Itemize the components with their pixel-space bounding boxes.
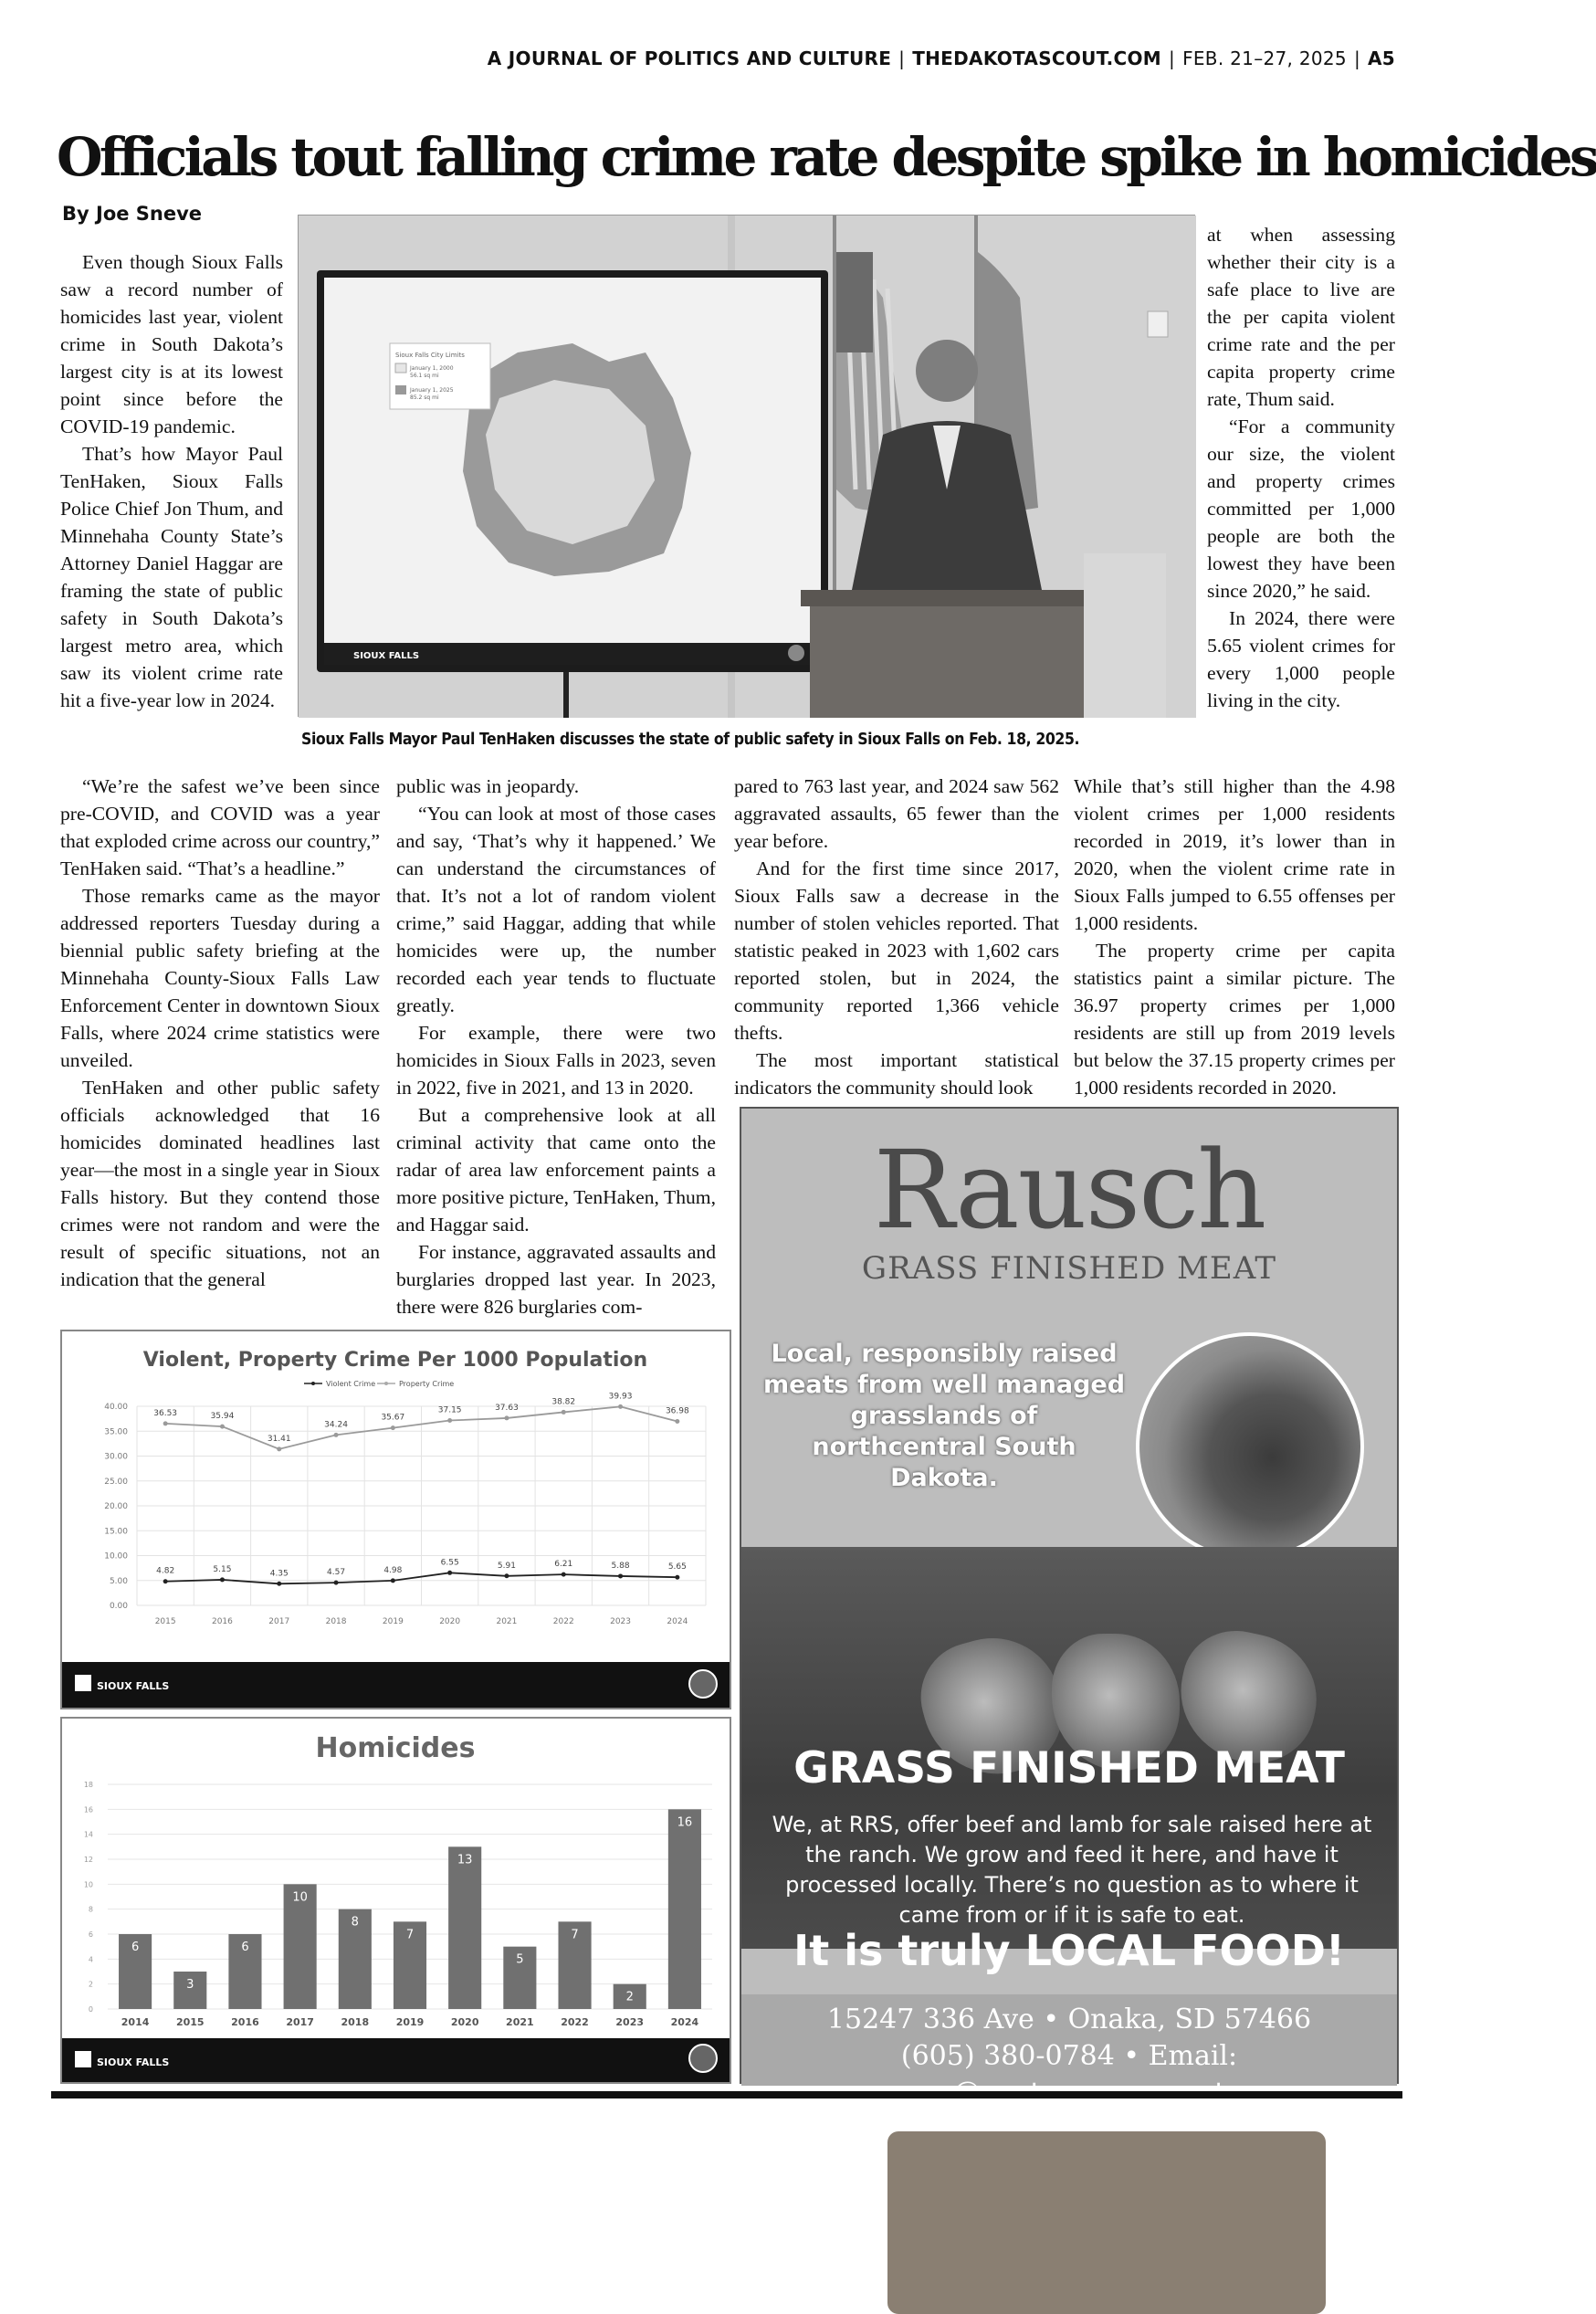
paragraph: For example, there were two homicides in Sioux Falls in 2023, seven in 2022, five in 2021, and 13 in 2020.	[396, 1022, 716, 1099]
x-tick-label: 2015	[154, 1617, 176, 1626]
violent-crime-point	[562, 1572, 566, 1577]
legend-violent: Violent Crime	[326, 1380, 376, 1388]
bar-chart-svg	[62, 1719, 730, 2082]
paragraph: But a comprehensive look at all criminal activity that came onto the radar of area law enforcement paints a more positive picture, TenHaken, Thum, and Haggar said.	[396, 1104, 716, 1236]
x-tick-label: 2016	[211, 1617, 233, 1626]
cutting-board	[887, 2131, 1326, 2314]
y-tick-label: 14	[83, 1830, 93, 1839]
y-tick-label: 5.00	[109, 1576, 128, 1586]
ad-body: We, at RRS, offer beef and lamb for sale raised here at the ranch. We grow and feed it here, and have it processed locally. There’s no question as to where it came from or if it is safe to eat.	[772, 1812, 1372, 1928]
article-column-3	[734, 773, 1059, 1101]
y-tick-label: 18	[83, 1781, 93, 1789]
x-tick-label: 2024	[670, 2016, 699, 2028]
paragraph: For instance, aggravated assaults and burglaries dropped last year. In 2023, there were 826 burglaries com-	[396, 1241, 716, 1318]
property-crime-point	[447, 1418, 452, 1423]
bar-value-label: 6	[241, 1941, 249, 1954]
x-tick-label: 2022	[561, 2016, 589, 2028]
y-tick-label: 6	[88, 1930, 93, 1939]
x-tick-label: 2018	[341, 2016, 370, 2028]
x-tick-label: 2022	[552, 1617, 574, 1626]
map-legend-1b: 56.1 sq mi	[410, 373, 439, 379]
data-label: 34.24	[324, 1420, 348, 1430]
x-tick-label: 2017	[268, 1617, 290, 1626]
x-tick-label: 2016	[231, 2016, 259, 2028]
data-label: 31.41	[267, 1434, 291, 1444]
property-crime-point	[504, 1415, 509, 1420]
property-crime-point	[163, 1421, 168, 1425]
x-tick-label: 2019	[395, 2016, 425, 2028]
x-tick-label: 2015	[175, 2016, 205, 2028]
x-tick-label: 2023	[615, 2016, 645, 2028]
article-column-4	[1207, 221, 1395, 769]
paragraph: pared to 763 last year, and 2024 saw 562 aggravated assaults, 65 fewer than the year before.	[734, 775, 1059, 852]
y-tick-label: 10.00	[104, 1551, 128, 1562]
bar-chart-title: Homicides	[315, 1732, 476, 1764]
x-tick-label: 2023	[610, 1617, 632, 1626]
data-label: 4.57	[327, 1568, 346, 1578]
press-photo	[298, 215, 1195, 717]
paragraph: That’s how Mayor Paul TenHaken, Sioux Falls Police Chief Jon Thum, and Minnehaha County State’s Attorney Daniel Haggar are framing the state of public safety in South Dakota’s largest metro area, which saw its violent crime rate hit a five-year low in 2024.	[60, 443, 283, 711]
y-tick-label: 25.00	[104, 1477, 128, 1487]
violent-crime-point	[334, 1581, 339, 1585]
article-column-1-lower	[60, 773, 380, 1320]
map-legend-2: January 1, 2025	[410, 387, 454, 394]
headline: Officials tout falling crime rate despite spike in homicides	[57, 126, 1596, 188]
data-label: 5.15	[213, 1564, 232, 1574]
violent-crime-point	[447, 1571, 452, 1575]
data-label: 39.93	[608, 1392, 633, 1402]
bar-value-label: 7	[405, 1928, 415, 1942]
map-legend-1: January 1, 2000	[410, 365, 454, 372]
bar-value-label: 8	[351, 1915, 359, 1930]
article-column-4-lower	[1074, 773, 1395, 1101]
site-url[interactable]: THEDAKOTASCOUT.COM	[912, 47, 1162, 69]
paragraph: In 2024, there were 5.65 violent crimes for every 1,000 people living in the city.	[1207, 607, 1395, 711]
data-label: 5.91	[497, 1561, 516, 1571]
cattle-photo	[1136, 1332, 1364, 1561]
y-tick-label: 0.00	[109, 1602, 128, 1611]
bar-chart-logo: SIOUX FALLS	[97, 2056, 170, 2068]
violent-crime-point	[504, 1573, 509, 1578]
paragraph: And for the first time since 2017, Sioux Falls saw a decrease in the number of stolen vehicles reported. That statistic peaked in 2023 with 1,602 cars reported stolen, but in 2024, the community reported 1,366 vehicle thefts.	[734, 857, 1059, 1044]
y-tick-label: 15.00	[104, 1527, 128, 1537]
y-tick-label: 20.00	[104, 1502, 128, 1511]
paragraph: at when assessing whether their city is a safe place to live are the per capita violent crime rate and the per capita property crime rate, Thum said.	[1207, 224, 1395, 410]
bar-value-label: 16	[677, 1815, 693, 1830]
page-header: A JOURNAL OF POLITICS AND CULTURE | THEDAKOTASCOUT.COM | FEB. 21–27, 2025 | A5	[487, 47, 1395, 69]
x-tick-label: 2024	[667, 1617, 688, 1626]
paragraph: While that’s still higher than the 4.98 violent crimes per 1,000 residents recorded in 2019, it’s lower than in 2020, when the violent crime rate in Sioux Falls jumped to 6.55 offenses per 1,000 residents.	[1074, 775, 1395, 934]
paragraph: “You can look at most of those cases and say, ‘That’s why it happened.’ We can understand the circumstances of that. It’s not a lot of random violent crime,” said Haggar, adding that while homicides were up, the number recorded each year tends to fluctuate greatly.	[396, 803, 716, 1016]
property-crime-point	[220, 1425, 225, 1429]
x-tick-label: 2017	[286, 2016, 314, 2028]
paragraph: public was in jeopardy.	[396, 775, 580, 797]
chart-logo: SIOUX FALLS	[97, 1680, 170, 1692]
y-tick-label: 30.00	[104, 1452, 128, 1462]
bar-value-label: 10	[292, 1890, 308, 1905]
property-crime-point	[618, 1404, 623, 1409]
y-tick-label: 35.00	[104, 1427, 128, 1437]
y-tick-label: 4	[88, 1955, 93, 1964]
ad-tagline: Local, responsibly raised meats from well managed grasslands of northcentral South Dakota.	[762, 1340, 1126, 1492]
paragraph: Those remarks came as the mayor addressed reporters Tuesday during a biennial public safety briefing at the Minnehaha County-Sioux Falls Law Enforcement Center in downtown Sioux Falls, where 2024 crime statistics were unveiled.	[60, 885, 380, 1071]
article-column-2	[396, 773, 716, 1320]
y-tick-label: 10	[83, 1880, 93, 1889]
data-label: 36.98	[665, 1406, 689, 1416]
data-label: 36.53	[153, 1408, 178, 1418]
data-label: 4.82	[156, 1566, 175, 1576]
y-tick-label: 12	[83, 1856, 93, 1864]
x-tick-label: 2014	[121, 2016, 150, 2028]
data-label: 35.67	[381, 1413, 405, 1423]
property-crime-point	[675, 1419, 679, 1424]
screen-logo: SIOUX FALLS	[353, 651, 420, 661]
data-label: 38.82	[551, 1397, 576, 1407]
data-label: 4.98	[383, 1565, 403, 1575]
page-number: A5	[1368, 47, 1395, 69]
paragraph: Even though Sioux Falls saw a record number of homicides last year, violent crime in South Dakota’s largest city is at its lowest point since before the COVID-19 pandemic.	[60, 251, 283, 437]
crime-rate-chart	[60, 1330, 731, 1709]
bar-value-label: 3	[186, 1978, 194, 1992]
y-tick-label: 40.00	[104, 1403, 128, 1412]
line-chart-svg	[62, 1331, 730, 1708]
property-crime-point	[334, 1433, 339, 1437]
data-label: 5.88	[611, 1561, 630, 1571]
x-tick-label: 2018	[325, 1617, 347, 1626]
x-tick-label: 2019	[382, 1617, 404, 1626]
paragraph: “For a community our size, the violent and property crimes committed per 1,000 people are both the lowest they have been since 2020,” he said.	[1207, 415, 1395, 602]
violent-crime-point	[220, 1577, 225, 1582]
legend-property: Property Crime	[399, 1380, 455, 1388]
chart-title: Violent, Property Crime Per 1000 Population	[142, 1349, 648, 1372]
bar-value-label: 7	[571, 1928, 579, 1942]
paragraph: The property crime per capita statistics paint a similar picture. The 36.97 property crimes per 1,000 residents are still up from 2019 levels but below the 37.15 property crimes per 1,000 residents recorded in 2020.	[1074, 940, 1395, 1099]
violent-crime-point	[163, 1579, 168, 1583]
bottom-rule	[51, 2091, 1402, 2098]
y-tick-label: 16	[83, 1805, 93, 1814]
paragraph: “We’re the safest we’ve been since pre-COVID, and COVID was a year that exploded crime across our country,” TenHaken said. “That’s a headline.”	[60, 775, 380, 879]
property-crime-point	[391, 1425, 395, 1430]
byline: By Joe Sneve	[62, 203, 203, 225]
homicide-bar	[668, 1809, 701, 2009]
property-crime-point	[277, 1446, 281, 1451]
violent-crime-point	[277, 1582, 281, 1586]
data-label: 5.65	[667, 1562, 687, 1572]
data-label: 4.35	[269, 1569, 289, 1579]
bar-value-label: 6	[131, 1941, 140, 1954]
homicides-chart	[60, 1717, 731, 2084]
homicide-bar	[448, 1846, 481, 2009]
property-crime-point	[562, 1410, 566, 1415]
x-tick-label: 2021	[506, 2016, 534, 2028]
issue-date: FEB. 21–27, 2025	[1182, 47, 1347, 69]
data-label: 37.15	[437, 1405, 462, 1415]
x-tick-label: 2021	[496, 1617, 518, 1626]
x-tick-label: 2020	[439, 1617, 461, 1626]
data-label: 6.21	[554, 1560, 573, 1570]
ad-contact	[741, 1994, 1397, 2086]
photo-caption: Sioux Falls Mayor Paul TenHaken discusses the state of public safety in Sioux Falls on Feb. 18, 2025.	[301, 731, 1080, 749]
data-label: 35.94	[210, 1412, 235, 1422]
y-tick-label: 2	[88, 1980, 93, 1989]
paragraph: TenHaken and other public safety officials acknowledged that 16 homicides dominated headlines last year—the most in a single year in Sioux Falls history. But they contend those crimes were not random and were the result of specific situations, not an indication that the general	[60, 1077, 380, 1290]
violent-crime-point	[391, 1578, 395, 1583]
data-label: 37.63	[495, 1403, 519, 1413]
article-column-1	[60, 248, 283, 711]
bar-value-label: 13	[457, 1853, 473, 1867]
ad-brand: Rausch	[873, 1127, 1265, 1253]
ad-slogan: It is truly LOCAL FOOD!	[793, 1926, 1345, 1975]
violent-crime-point	[675, 1575, 679, 1580]
data-label: 6.55	[440, 1558, 459, 1568]
ad-address: 15247 336 Ave • Onaka, SD 57466	[826, 2004, 1312, 2035]
bar-value-label: 5	[516, 1952, 524, 1967]
violent-crime-point	[618, 1573, 623, 1578]
paragraph: The most important statistical indicators the community should look	[734, 1049, 1059, 1099]
x-tick-label: 2020	[450, 2016, 479, 2028]
bar-value-label: 2	[625, 1990, 634, 2004]
y-tick-label: 8	[88, 1905, 93, 1914]
y-tick-label: 0	[88, 2005, 93, 2014]
ad-headline: GRASS FINISHED MEAT	[793, 1743, 1345, 1793]
map-legend-2b: 85.2 sq mi	[410, 394, 439, 401]
journal-name: A JOURNAL OF POLITICS AND CULTURE	[487, 47, 892, 69]
map-title: Sioux Falls City Limits	[395, 352, 465, 359]
ad-subtitle: GRASS FINISHED MEAT	[861, 1250, 1277, 1287]
rausch-advertisement	[740, 1107, 1399, 2084]
ad-phone-email[interactable]: (605) 380-0784 • Email:	[900, 2040, 1238, 2072]
